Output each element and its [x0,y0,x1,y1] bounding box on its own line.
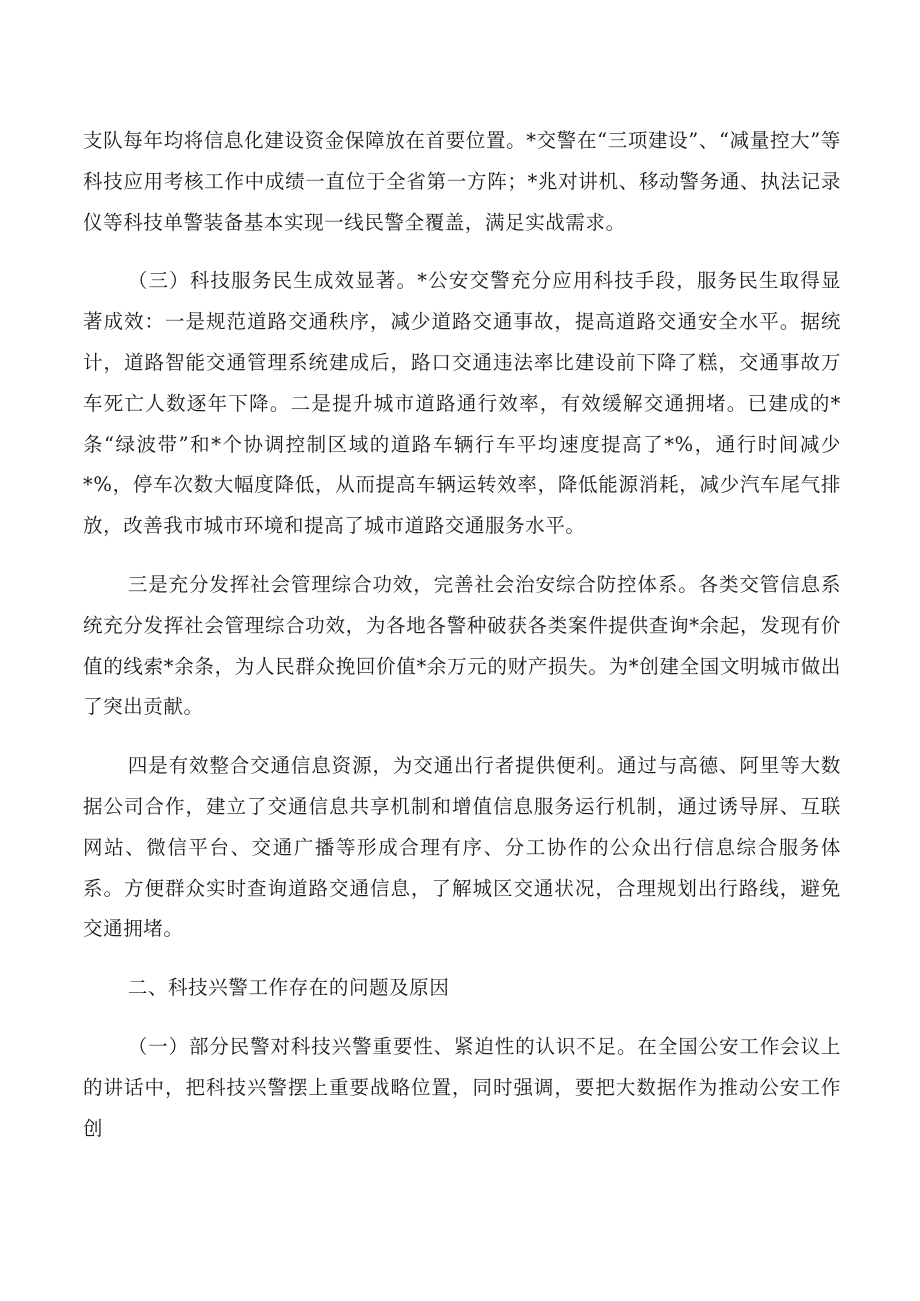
paragraph-awareness-insufficient: （一）部分民警对科技兴警重要性、紧迫性的认识不足。在全国公安工作会议上的讲话中，把科技兴警摆上重要战略位置，同时强调，要把大数据作为推动公安工作创 [83,1034,841,1140]
paragraph-funding-priority: 支队每年均将信息化建设资金保障放在首要位置。*交警在“三项建设”、“减量控大”等科技应用考核工作中成绩一直位于全省第一方阵；*兆对讲机、移动警务通、执法记录仪等科技单警装备基本实现一线民警全覆盖，满足实战需求。 [83,129,841,234]
section-heading-problems: 二、科技兴警工作存在的问题及原因 [127,976,450,1000]
paragraph-social-management: 三是充分发挥社会管理综合功效，完善社会治安综合防控体系。各类交管信息系统充分发挥社会管理综合功效，为各地各警种破获各类案件提供查询*余起，发现有价值的线索*余条，为人民群众挽回价值*余万元的财产损失。为*创建全国文明城市做出了突出贡献。 [83,572,841,719]
paragraph-tech-serves-livelihood: （三）科技服务民生成效显著。*公安交警充分应用科技手段，服务民生取得显著成效：一是规范道路交通秩序，减少道路交通事故，提高道路交通安全水平。据统计，道路智能交通管理系统建成后，路口交通违法率比建设前下降了糕，交通事故万车死亡人数逐年下降。二是提升城市道路通行效率，有效缓解交通拥堵。已建成的*条“绿波带”和*个协调控制区域的道路车辆行车平均速度提高了*%，通行时间减少*%，停车次数大幅度降低，从而提高车辆运转效率，降低能源消耗，减少汽车尾气排放，改善我市城市环境和提高了城市道路交通服务水平。 [83,269,841,538]
document-body [83,121,841,1167]
paragraph-traffic-info-resources: 四是有效整合交通信息资源，为交通出行者提供便利。通过与高德、阿里等大数据公司合作，建立了交通信息共享机制和增值信息服务运行机制，通过诱导屏、互联网站、微信平台、交通广播等形成合理有序、分工协作的公众出行信息综合服务体系。方便群众实时查询道路交通信息，了解城区交通状况，合理规划出行路线，避免交通拥堵。 [83,754,841,941]
